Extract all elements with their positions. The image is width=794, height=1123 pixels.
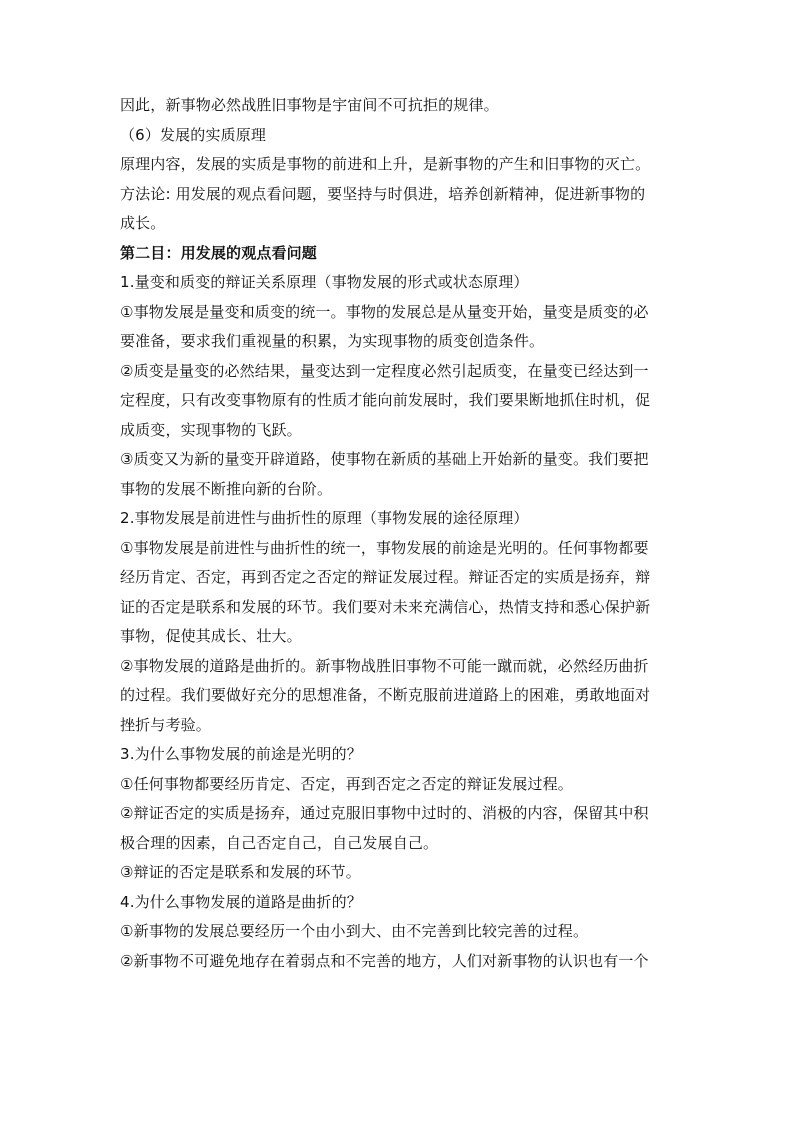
body-text-line: ①任何事物都要经历肯定、否定，再到否定之否定的辩证发展过程。	[120, 774, 573, 793]
body-text-line: 的过程。我们要做好充分的思想准备，不断克服前进道路上的困难，勇敢地面对	[120, 686, 651, 704]
body-text-line: ②辩证否定的实质是扬弃，通过克服旧事物中过时的、消极的内容，保留其中积	[120, 804, 649, 822]
numbered-heading: 2.事物发展是前进性与曲折性的原理（事物发展的途径原理）	[120, 509, 529, 527]
body-text-line: 事物，促使其成长、壮大。	[120, 627, 302, 645]
body-text-line: 成长。	[120, 214, 166, 232]
body-text-line: ②新事物不可避免地存在着弱点和不完善的地方，人们对新事物的认识也有一个	[120, 951, 649, 970]
body-text-line: ③质变又为新的量变开辟道路，使事物在新质的基础上开始新的量变。我们要把	[120, 450, 649, 468]
numbered-heading: 4.为什么事物发展的道路是曲折的？	[120, 892, 362, 911]
body-text-line: 证的否定是联系和发展的环节。我们要对未来充满信心，热情支持和悉心保护新	[120, 597, 651, 616]
body-text-line: 方法论: 用发展的观点看问题，要坚持与时俱进，培养创新精神，促进新事物的	[120, 184, 646, 203]
body-text-line: 定程度，只有改变事物原有的性质才能向前发展时，我们要果断地抓住时机，促	[120, 391, 651, 409]
body-text-line: 原理内容，发展的实质是事物的前进和上升，是新事物的产生和旧事物的灭亡。	[120, 155, 651, 173]
body-text-line: ②质变是量变的必然结果，量变达到一定程度必然引起质变，在量变已经达到一	[120, 361, 649, 380]
document-page	[120, 91, 680, 976]
numbered-heading: 3.为什么事物发展的前途是光明的？	[120, 745, 362, 763]
body-text-line: 经历肯定、否定，再到否定之否定的辩证发展过程。辩证否定的实质是扬弃，辩	[120, 568, 651, 586]
body-text-line: 极合理的因素，自己否定自己，自己发展自己。	[120, 833, 439, 852]
body-text-line: 成质变，实现事物的飞跃。	[120, 420, 302, 439]
body-text-line: ③辩证的否定是联系和发展的环节。	[120, 863, 361, 881]
body-text-line: 要准备，要求我们重视量的积累，为实现事物的质变创造条件。	[120, 332, 545, 350]
body-text-line: ①事物发展是量变和质变的统一。事物的发展总是从量变开始，量变是质变的必	[120, 302, 649, 321]
body-text-line: ①事物发展是前进性与曲折性的统一，事物发展的前途是光明的。任何事物都要	[120, 538, 649, 557]
body-text-line: 因此，新事物必然战胜旧事物是宇宙间不可抗拒的规律。	[120, 96, 499, 114]
body-text-line: 事物的发展不断推向新的台阶。	[120, 479, 333, 498]
numbered-heading: 1.量变和质变的辩证关系原理（事物发展的形式或状态原理）	[120, 273, 529, 291]
body-text-line: 挫折与考验。	[120, 715, 211, 734]
body-text-line: ①新事物的发展总要经历一个由小到大、由不完善到比较完善的过程。	[120, 922, 589, 940]
section-subheading: （6）发展的实质原理	[120, 125, 267, 144]
body-text-line: ②事物发展的道路是曲折的。新事物战胜旧事物不可能一蹴而就，必然经历曲折	[120, 656, 649, 675]
section-heading: 第二目：用发展的观点看问题	[120, 243, 317, 262]
